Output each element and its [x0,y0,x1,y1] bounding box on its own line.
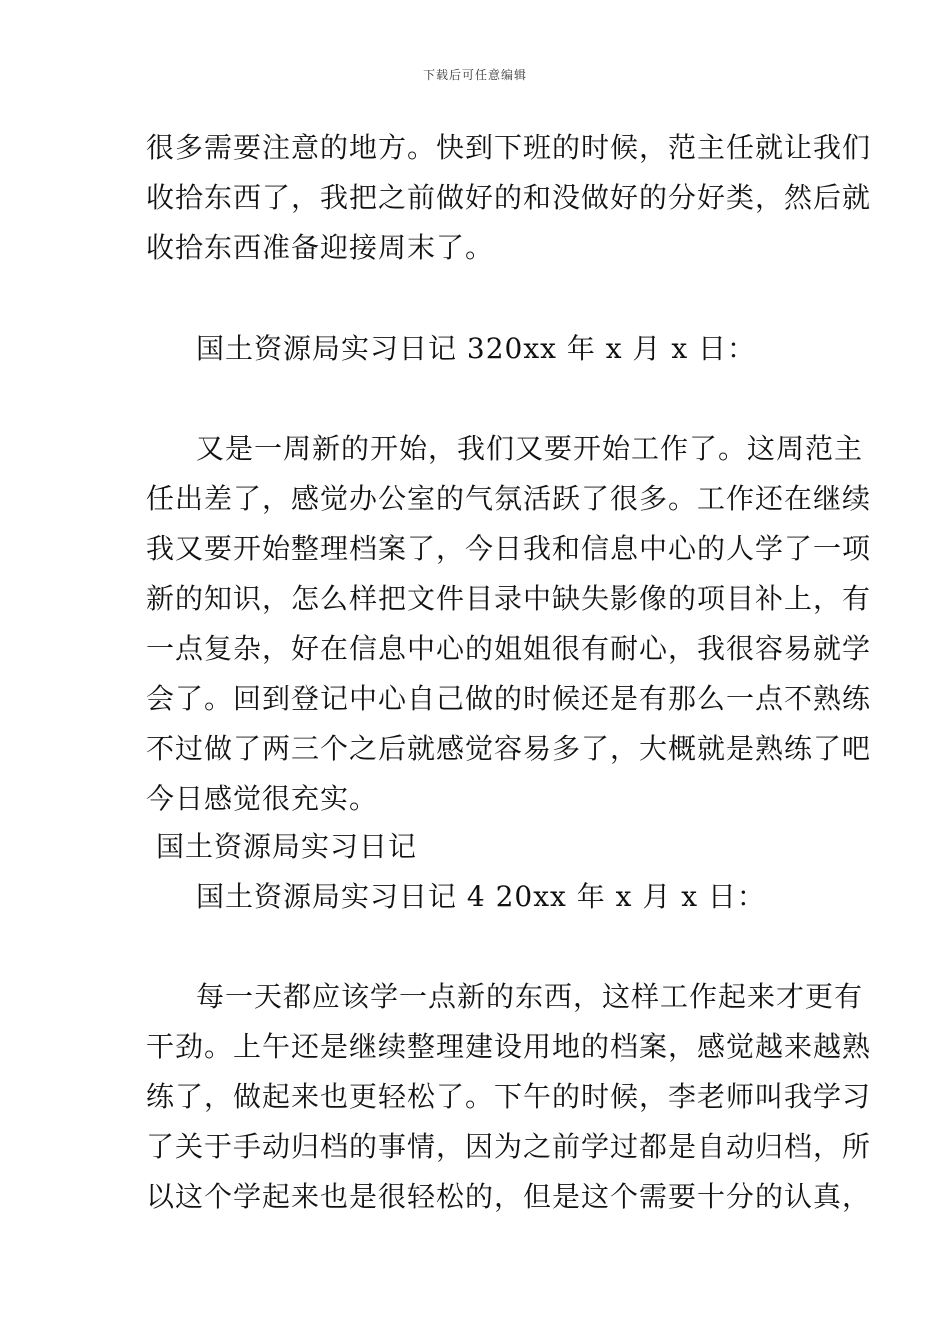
paragraph-line: 收拾东西了，我把之前做好的和没做好的分好类，然后就 [146,181,872,214]
paragraph-line: 今日感觉很充实。 [146,782,379,815]
paragraph-line: 新的知识，怎么样把文件目录中缺失影像的项目补上，有 [146,582,872,615]
paragraph-line: 会了。回到登记中心自己做的时候还是有那么一点不熟练 [146,682,872,715]
page-header: 下载后可任意编辑 [422,68,527,82]
paragraph-line: 收拾东西准备迎接周末了。 [146,231,495,264]
paragraph-line: 以这个学起来也是很轻松的，但是这个需要十分的认真， [146,1180,872,1213]
paragraph-line: 练了，做起来也更轻松了。下午的时候，李老师叫我学习 [146,1080,872,1113]
section-heading: 国土资源局实习日记 [156,830,418,863]
paragraph-line: 不过做了两三个之后就感觉容易多了，大概就是熟练了吧 [146,732,872,765]
entry-title: 国土资源局实习日记 320xx 年 x 月 x 日： [196,332,757,365]
paragraph-line: 每一天都应该学一点新的东西，这样工作起来才更有 [196,980,864,1013]
paragraph-line: 了关于手动归档的事情，因为之前学过都是自动归档，所 [146,1130,872,1163]
entry-title: 国土资源局实习日记 4 20xx 年 x 月 x 日： [196,880,766,913]
paragraph-line: 又是一周新的开始，我们又要开始工作了。这周范主 [196,432,864,465]
paragraph-line: 干劲。上午还是继续整理建设用地的档案，感觉越来越熟 [146,1030,872,1063]
paragraph-line: 任出差了，感觉办公室的气氛活跃了很多。工作还在继续 [146,482,872,515]
paragraph-line: 一点复杂，好在信息中心的姐姐很有耐心，我很容易就学 [146,632,872,665]
paragraph-line: 很多需要注意的地方。快到下班的时候，范主任就让我们 [146,131,872,164]
paragraph-line: 我又要开始整理档案了，今日我和信息中心的人学了一项 [146,532,872,565]
